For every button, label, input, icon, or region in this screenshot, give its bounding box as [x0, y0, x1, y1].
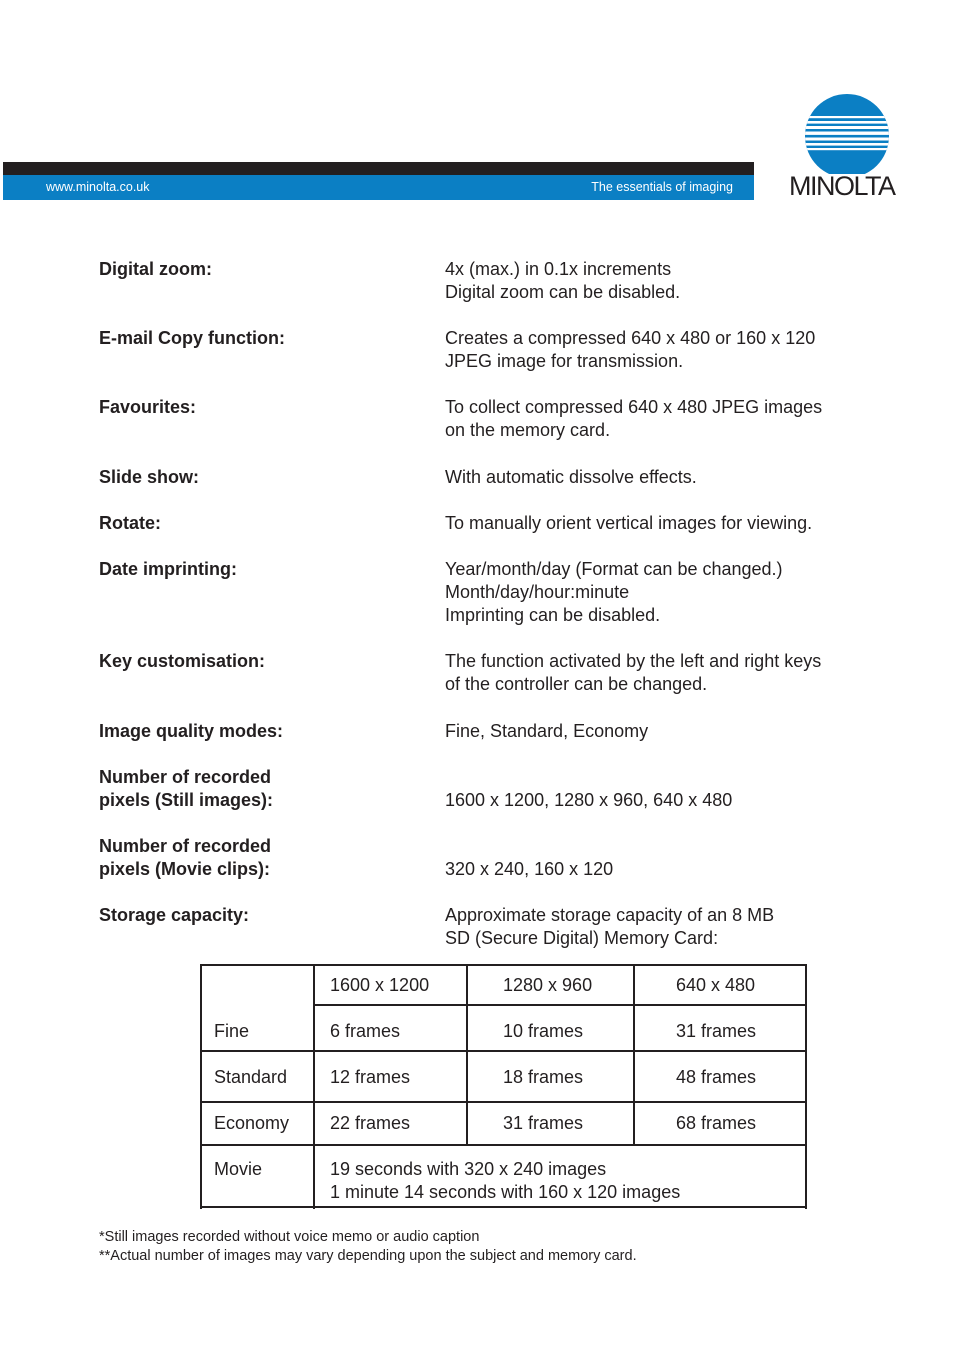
table-border-right [805, 964, 807, 1209]
spec-value [445, 396, 885, 442]
table-movie-line: 1 minute 14 seconds with 160 x 120 images [330, 1182, 681, 1202]
spec-value-line: With automatic dissolve effects. [445, 467, 697, 487]
footnote: **Actual number of images may vary depending upon the subject and memory card. [99, 1248, 637, 1264]
spec-value-line [445, 766, 885, 789]
spec-value-line: The function activated by the left and right keys [445, 651, 822, 671]
table-mode-cell: Standard [214, 1067, 288, 1087]
spec-value-line: Year/month/day (Format can be changed.) [445, 559, 783, 579]
spec-label [99, 512, 429, 535]
table-mode-cell: Movie [214, 1159, 263, 1179]
spec-value [445, 466, 885, 489]
spec-value [445, 327, 885, 373]
spec-value-line: To manually orient vertical images for viewing. [445, 513, 813, 533]
table-row-divider [200, 1101, 805, 1103]
spec-label-line: Rotate: [99, 513, 161, 533]
table-border-left [200, 964, 202, 1209]
spec-value-line: of the controller can be changed. [445, 674, 708, 694]
spec-label [99, 835, 429, 881]
spec-label [99, 650, 429, 673]
table-data-cell: 6 frames [330, 1021, 401, 1041]
table-data-cell: 22 frames [330, 1113, 411, 1133]
spec-value-line: Approximate storage capacity of an 8 MB [445, 905, 775, 925]
spec-value-line [445, 835, 885, 858]
spec-label-line: Key customisation: [99, 651, 266, 671]
spec-value [445, 904, 885, 950]
spec-value [445, 512, 885, 535]
spec-value-line: 320 x 240, 160 x 120 [445, 859, 614, 879]
spec-value [445, 766, 885, 812]
table-col-divider [313, 964, 315, 1209]
table-header-cell: 640 x 480 [676, 975, 756, 995]
table-data-cell: 48 frames [676, 1067, 757, 1087]
table-col-divider [633, 964, 635, 1144]
header-dark-bar [3, 162, 754, 175]
spec-value-line: Fine, Standard, Economy [445, 721, 649, 741]
spec-label [99, 327, 429, 350]
table-data-cell: 10 frames [503, 1021, 584, 1041]
spec-label-line: Number of recorded [99, 836, 272, 856]
spec-label-line: Slide show: [99, 467, 200, 487]
spec-label-line: Favourites: [99, 397, 197, 417]
table-data-cell: 18 frames [503, 1067, 584, 1087]
storage-capacity-table [200, 964, 807, 1209]
spec-label [99, 720, 429, 743]
spec-value [445, 650, 885, 696]
spec-label [99, 904, 429, 927]
spec-label-line: Digital zoom: [99, 259, 212, 279]
spec-label-line: Image quality modes: [99, 721, 284, 741]
spec-label [99, 466, 429, 489]
table-movie-line: 19 seconds with 320 x 240 images [330, 1159, 607, 1179]
table-row-divider [313, 1004, 805, 1006]
table-row-divider [200, 1144, 805, 1146]
table-row-divider [200, 1050, 805, 1052]
spec-value-line: on the memory card. [445, 420, 611, 440]
spec-value [445, 720, 885, 743]
spec-value-line: Month/day/hour:minute [445, 582, 630, 602]
spec-label [99, 396, 429, 419]
spec-value-line: Digital zoom can be disabled. [445, 282, 681, 302]
spec-value-line: Imprinting can be disabled. [445, 605, 661, 625]
spec-label [99, 766, 429, 812]
table-header-cell: 1280 x 960 [503, 975, 593, 995]
table-data-cell: 31 frames [503, 1113, 584, 1133]
table-mode-cell: Economy [214, 1113, 290, 1133]
footnotes [99, 1228, 637, 1266]
table-mode-cell: Fine [214, 1021, 250, 1041]
spec-label-line: Storage capacity: [99, 905, 250, 925]
header-tagline: The essentials of imaging [591, 180, 733, 194]
spec-value [445, 258, 885, 304]
table-data-cell: 12 frames [330, 1067, 411, 1087]
footnote: *Still images recorded without voice memo or audio caption [99, 1229, 480, 1245]
spec-label [99, 258, 429, 281]
spec-value-line: JPEG image for transmission. [445, 351, 684, 371]
spec-label-line: pixels (Still images): [99, 790, 274, 810]
spec-label [99, 558, 429, 581]
spec-value [445, 835, 885, 881]
spec-label-line: Number of recorded [99, 767, 272, 787]
spec-label-line: pixels (Movie clips): [99, 859, 271, 879]
brand-wordmark: MINOLTA [789, 171, 895, 201]
spec-value-line: To collect compressed 640 x 480 JPEG images [445, 397, 823, 417]
spec-label-line: E-mail Copy function: [99, 328, 285, 348]
spec-value-line: SD (Secure Digital) Memory Card: [445, 928, 719, 948]
spec-value-line: 4x (max.) in 0.1x increments [445, 259, 672, 279]
table-data-cell: 31 frames [676, 1021, 757, 1041]
spec-value-line: 1600 x 1200, 1280 x 960, 640 x 480 [445, 790, 733, 810]
table-col-divider [466, 964, 468, 1144]
table-data-cell: 68 frames [676, 1113, 757, 1133]
spec-label-line: Date imprinting: [99, 559, 237, 579]
spec-value [445, 558, 885, 627]
table-header-cell: 1600 x 1200 [330, 975, 430, 995]
table-border-bottom [200, 1206, 807, 1208]
spec-value-line: Creates a compressed 640 x 480 or 160 x 120 [445, 328, 816, 348]
table-border-top [200, 964, 807, 966]
header-url: www.minolta.co.uk [46, 180, 150, 194]
